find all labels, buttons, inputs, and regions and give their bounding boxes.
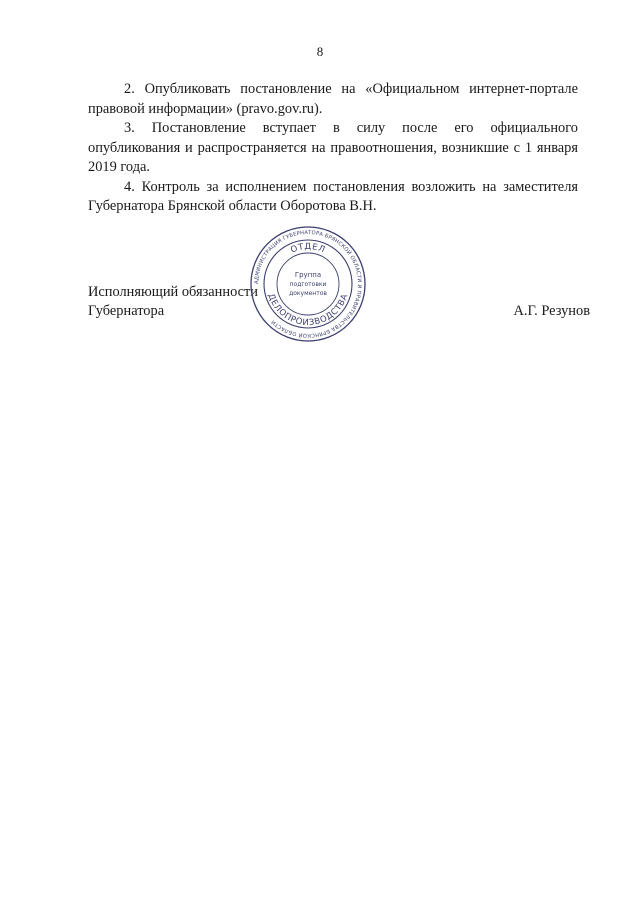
paragraph-publish: 2. Опубликовать постановление на «Официальном интернет-портале правовой информации» (pravo.gov.ru). [88, 81, 578, 117]
page-number: 8 [316, 44, 324, 59]
stamp-outer-ring: АДМИНИСТРАЦИЯ ГУБЕРНАТОРА БРЯНСКОЙ ОБЛАСТИ И ПРАВИТЕЛЬСТВА БРЯНСКОЙ ОБЛАСТИ [253, 229, 363, 339]
paragraph-control: 4. Контроль за исполнением постановления возложить на заместителя Губернатора Брянской области Оборотова В.Н. [88, 178, 578, 214]
document-body [88, 80, 578, 217]
signatory-position [88, 283, 258, 321]
stamp-inner-bottom: ДЕЛОПРОИЗВОДСТВА [265, 292, 351, 329]
stamp-inner-top: ОТДЕЛ [289, 242, 327, 256]
signatory-position-line1: Исполняющий обязанности [88, 284, 259, 300]
signatory-name: А.Г. Резунов [513, 303, 590, 319]
signatory-position-line2: Губернатора [88, 303, 165, 319]
stamp-center-line1: Группа [294, 271, 322, 279]
stamp-center-line2: подготовки [289, 281, 327, 288]
paragraph-effective-date: 3. Постановление вступает в силу после его официального опубликования и распространяется на правоотношения, возникшие с 1 января 2019 года. [88, 120, 578, 175]
official-stamp-icon [248, 224, 368, 344]
stamp-inner-top-text [289, 242, 326, 256]
stamp-center-line3: документов [289, 290, 327, 297]
